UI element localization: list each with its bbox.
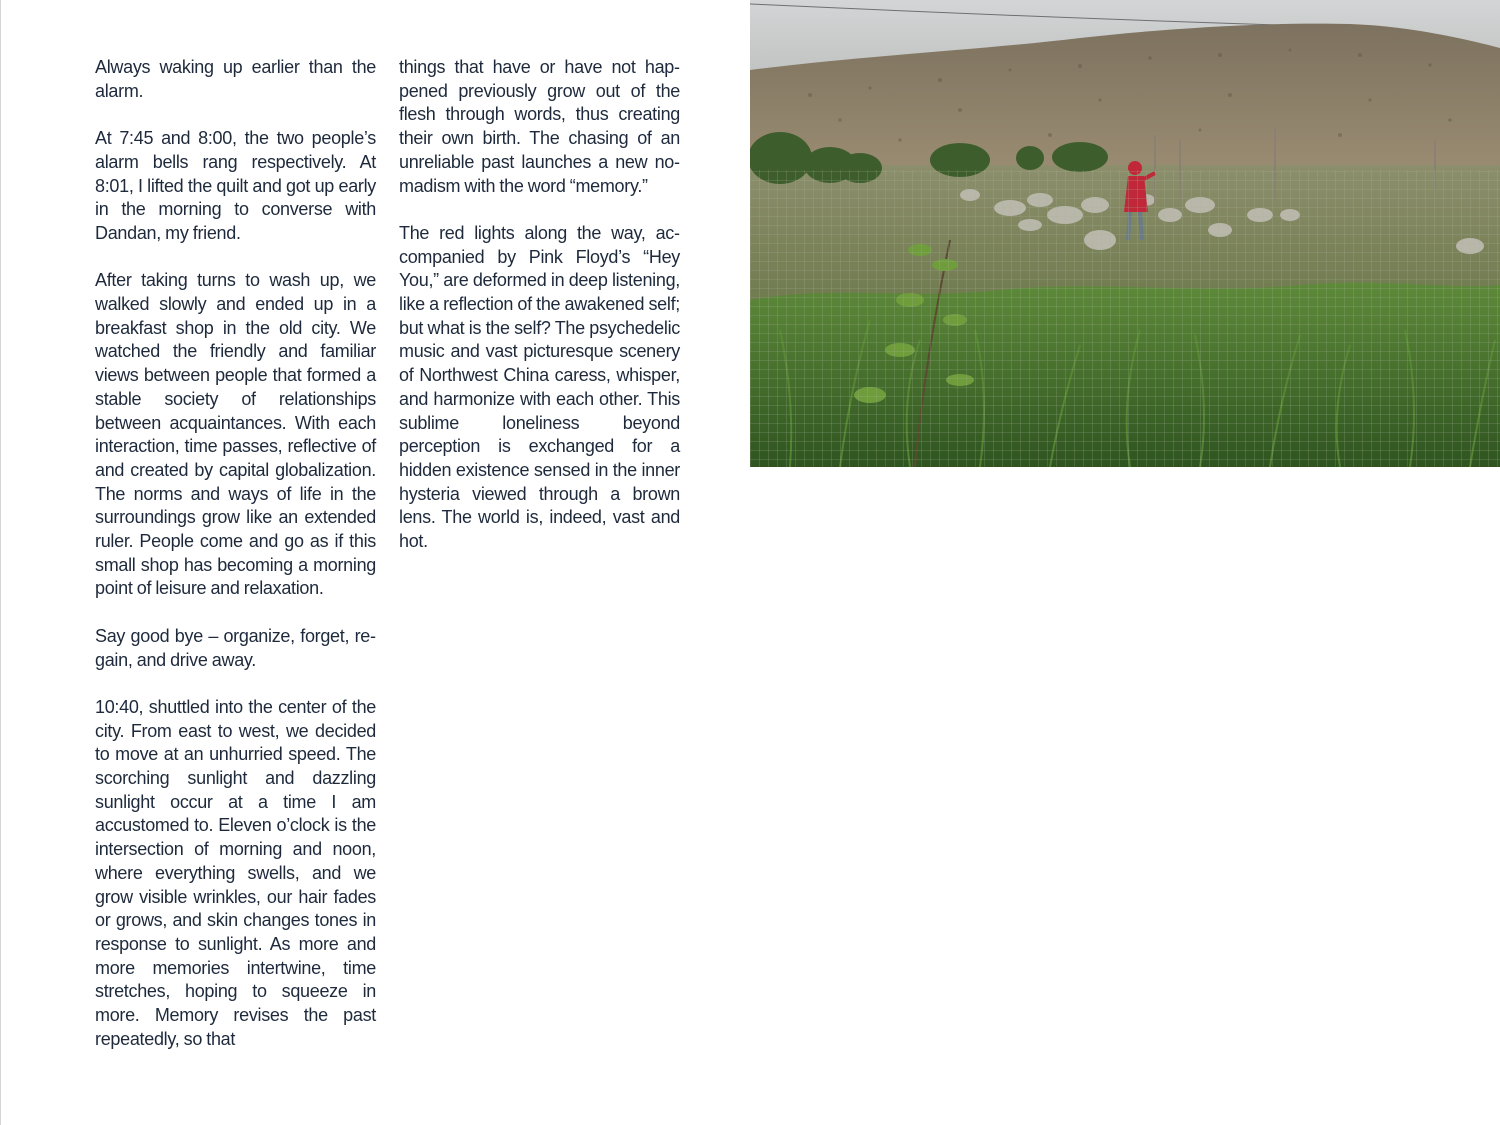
text-column-left [95,56,376,1075]
paragraph: At 7:45 and 8:00, the two people’s alarm bells rang respectively. At 8:01, I lifted the quilt and got up early in the morning to converse with Dandan, my friend. [95,128,376,243]
text-column-right [399,56,680,577]
paragraph: The red lights along the way, accompanied by Pink Floyd’s “Hey You,” are deformed in deep listening, like a reflection of the awakened self; but what is the self? The psychedelic music and vast picturesque scenery of Northwest China caress, whisper, and harmonize with each other. This sublime loneliness beyond perception is exchanged for a hidden existence sensed in the inner hysteria viewed through a brown lens. The world is, indeed, vast and hot. [399,222,680,552]
wire-mesh-fence [750,170,1500,467]
photo-illustration [750,0,1500,467]
page-edge [0,0,1,1125]
paragraph: After taking turns to wash up, we walked slowly and ended up in a breakfast shop in the old city. We watched the friendly and familiar views between people that formed a stable society of relationships between acquaintances. With each interaction, time passes, reflective of and created by capital globalization. The norms and ways of life in the surroundings grow like an extended ruler. People come and go as if this small shop has becoming a morning point of leisure and relaxation. [95,270,376,599]
paragraph: Always waking up earlier than the alarm. [95,57,376,101]
landscape-photo [750,0,1500,467]
paragraph: Say good bye – organize, forget, regain, and drive away. [95,625,376,670]
paragraph: things that have or have not happened previously grow out of the flesh through words, thus creating their own birth. The chasing of an unreliable past launches a new nomadism with the word “memory.” [399,57,680,196]
paragraph: 10:40, shuttled into the center of the city. From east to west, we decided to move at an unhurried speed. The scorching sunlight and dazzling sunlight occur at a time I am accustomed to. Eleven o’clock is the intersection of morning and noon, where everything swells, and we grow visible wrinkles, our hair fades or grows, and skin changes tones in response to sunlight. As more and more memories intertwine, time stretches, hoping to squeeze in more. Memory revises the past repeatedly, so that [95,696,376,1049]
